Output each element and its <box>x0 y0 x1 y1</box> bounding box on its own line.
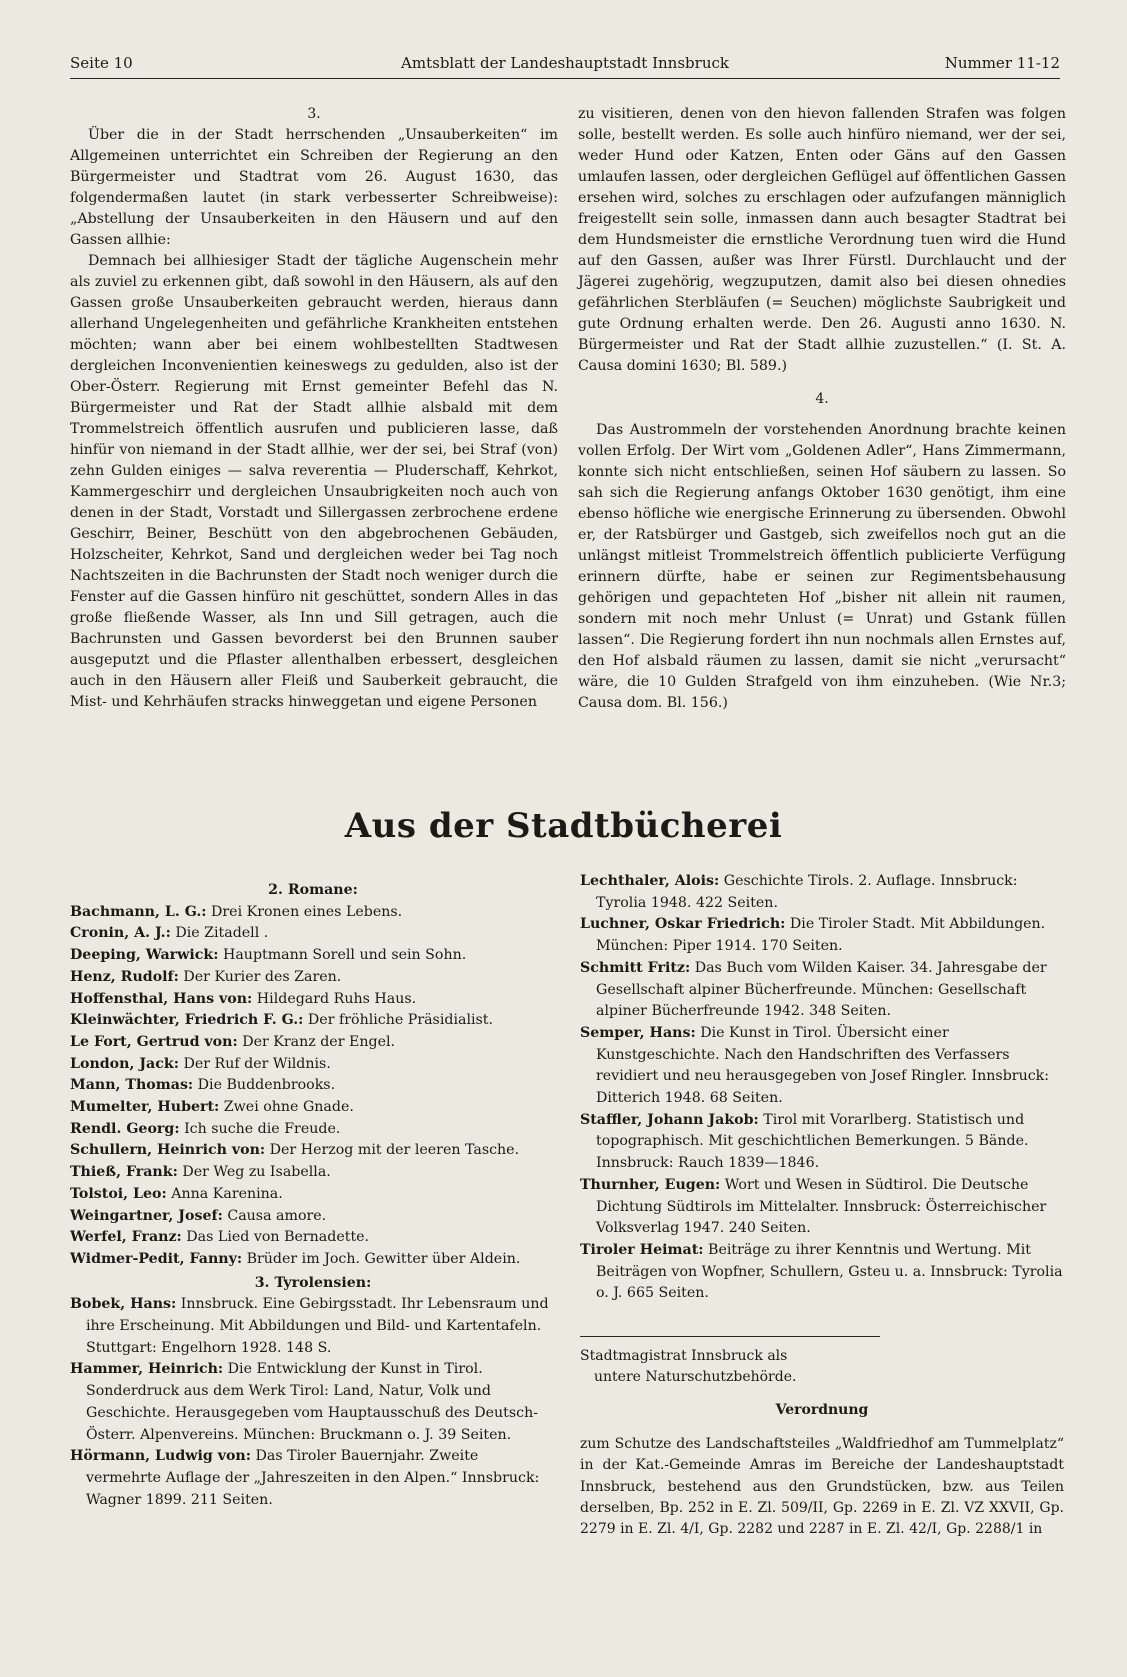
book-title: Die Zitadell . <box>170 925 269 942</box>
book-author: Bobek, Hans: <box>70 1296 177 1313</box>
book-author: Cronin, A. J.: <box>70 925 171 942</box>
book-entry <box>580 958 1064 1023</box>
book-author: Bachmann, L. G.: <box>70 903 207 920</box>
book-author: Thurnher, Eugen: <box>580 1176 721 1193</box>
book-entry <box>580 1175 1064 1240</box>
book-title: Hauptmann Sorell und sein Sohn. <box>218 947 467 964</box>
book-title: Die Buddenbrooks. <box>193 1077 336 1094</box>
section-3-intro: Über die in der Stadt herrschenden „Unsauberkeiten“ im Allgemeinen unterrichtet ein Schreiben der Regierung an den Bürgermeister und Stadtrat vom 26. August 1630, das folgendermaßen lautet (in stark verbesserter Schreibweise): „Abstellung der Unsauberkeiten in den Häusern und auf den Gassen allhie: <box>70 127 558 248</box>
tyrol-heading: 3. Tyrolensien: <box>254 1274 372 1291</box>
book-entry <box>70 1162 556 1184</box>
book-entry <box>70 1184 556 1206</box>
section-4-text: Das Austrommeln der vorstehenden Anordnung brachte keinen vollen Erfolg. Der Wirt vom „Goldenen Adler“, Hans Zimmermann, konnte sich nicht entschließen, seinen Hof säubern zu lassen. So sah sich die Regierung anfangs Oktober 1630 genötigt, ihm eine ebenso höfliche wie energische Erinnerung zu übersenden. Obwohl er, der Ratsbürger und Gastgeb, sich zweifellos noch gut an die unlängst mitleist Trommelstreich öffentlich publicierte Verfügung erinnern dürfte, habe er seinen zur Regimentsbehausung gehörigen und gepachteten Hof „bisher nit allein nit raumen, sondern mit noch mehr Unlust (= Unrat) und Gstank füllen lassen“. Die Regierung fordert ihn nun nochmals allen Ernstes auf, den Hof alsbald räumen zu lassen, damit sie nicht „verursacht“ wäre, die 10 Gulden Strafgeld von ihm einzuheben. (Wie Nr.3; Causa dom. Bl. 156.) <box>578 422 1066 711</box>
book-title: Brüder im Joch. Gewitter über Aldein. <box>242 1250 521 1267</box>
book-entry <box>580 1240 1064 1305</box>
book-title: Das Buch vom Wilden Kaiser. 34. Jahresgabe der Gesellschaft alpiner Bücherfreunde. München: Gesellschaft alpiner Bücherfreunde 1942. 348 Seiten. <box>596 959 1047 1020</box>
issuing-authority <box>580 1346 1064 1388</box>
book-author: Werfel, Franz: <box>70 1229 182 1246</box>
book-entry <box>70 1446 556 1511</box>
book-title: Causa amore. <box>222 1207 327 1224</box>
book-entry <box>70 1140 556 1162</box>
library-title: Aus der Stadtbücherei <box>344 806 783 846</box>
book-title: Anna Karenina. <box>166 1185 283 1202</box>
tyrolensien-list-part-1 <box>70 1294 556 1511</box>
book-entry <box>580 1023 1064 1110</box>
book-author: Schullern, Heinrich von: <box>70 1142 266 1159</box>
novels-list <box>70 902 556 1271</box>
novels-heading: 2. Romane: <box>268 882 358 898</box>
book-entry <box>70 923 556 945</box>
section-4-number: 4. <box>815 391 829 407</box>
book-author: Schmitt Fritz: <box>580 959 691 976</box>
book-author: Tolstoi, Leo: <box>70 1185 167 1202</box>
book-entry <box>70 1227 556 1249</box>
book-entry <box>70 1249 556 1271</box>
section-divider <box>580 1336 880 1337</box>
book-author: Thieß, Frank: <box>70 1164 178 1181</box>
page-header <box>70 52 1060 79</box>
decree-text: zum Schutze des Landschaftsteiles „Waldfriedhof am Tummelplatz“ in der Kat.-Gemeinde Amras im Bereiche der Landeshauptstadt Innsbruck, bestehend aus den Grundstücken, bzw. aus Teilen derselben, Bp. 252 in E. Zl. 509/II, Gp. 2269 in E. Zl. VZ XXVII, Gp. 2279 in E. Zl. 4/I, Gp. 2282 und 2287 in E. Zl. 42/I, Gp. 2288/1 in <box>580 1436 1064 1538</box>
publication-title: Amtsblatt der Landeshauptstadt Innsbruck <box>401 54 729 72</box>
book-author: Hoffensthal, Hans von: <box>70 990 253 1007</box>
book-author: Luchner, Oskar Friedrich: <box>580 916 786 933</box>
book-title: Geschichte Tirols. 2. Auflage. Innsbruck: Tyrolia 1948. 422 Seiten. <box>596 873 1018 911</box>
book-title: Der Herzog mit der leeren Tasche. <box>265 1142 520 1159</box>
book-entry <box>580 871 1064 914</box>
book-title: Wort und Wesen in Südtirol. Die Deutsche Dichtung Südtirols im Mittelalter. Innsbruck: Österreichischer Volksverlag 1947. 240 Seiten. <box>596 1176 1047 1237</box>
left-column <box>70 104 558 713</box>
library-right-column <box>580 871 1064 1305</box>
book-author: Henz, Rudolf: <box>70 968 179 985</box>
book-title: Der Weg zu Isabella. <box>177 1164 331 1181</box>
book-author: Lechthaler, Alois: <box>580 873 720 889</box>
book-entry <box>70 902 556 924</box>
book-title: Ich suche die Freude. <box>179 1120 341 1137</box>
book-author: Deeping, Warwick: <box>70 947 219 964</box>
section-4-source: (Wie Nr.3; Causa dom. Bl. 156.) <box>578 674 1066 711</box>
book-entry <box>70 1097 556 1119</box>
book-author: Mumelter, Hubert: <box>70 1099 220 1116</box>
section-3-number: 3. <box>307 106 321 122</box>
book-title: Das Tiroler Bauernjahr. Zweite vermehrte Auflage der „Jahreszeiten in den Alpen.“ Innsbruck: Wagner 1899. 211 Seiten. <box>86 1448 540 1508</box>
library-left-column <box>70 880 556 1511</box>
book-title: Zwei ohne Gnade. <box>219 1099 354 1116</box>
book-title: Die Kunst in Tirol. Übersicht einer Kunstgeschichte. Nach den Handschriften des Verfassers revidiert und neu herausgegeben von Josef Ringler. Innsbruck: Ditterich 1948. 68 Seiten. <box>596 1024 1050 1107</box>
tyrolensien-list-part-2 <box>580 871 1064 1305</box>
book-author: Semper, Hans: <box>580 1024 696 1041</box>
issue-number: Nummer 11-12 <box>944 54 1060 72</box>
book-title: Drei Kronen eines Lebens. <box>206 903 403 920</box>
book-entry <box>70 1032 556 1054</box>
authority-line-1: Stadtmagistrat Innsbruck als <box>580 1348 788 1364</box>
book-author: London, Jack: <box>70 1055 179 1072</box>
book-entry <box>70 967 556 989</box>
decree-title: Verordnung <box>775 1402 869 1418</box>
book-entry <box>580 1110 1064 1175</box>
right-column <box>578 104 1066 714</box>
book-entry <box>70 1119 556 1141</box>
book-author: Rendl. Georg: <box>70 1120 180 1137</box>
book-title: Hildegard Ruhs Haus. <box>252 990 417 1007</box>
book-entry <box>70 1206 556 1228</box>
book-author: Hörmann, Ludwig von: <box>70 1448 251 1465</box>
book-author: Tiroler Heimat: <box>580 1241 704 1258</box>
book-author: Le Fort, Gertrud von: <box>70 1033 238 1050</box>
book-entry <box>70 1294 556 1359</box>
book-title: Der fröhliche Präsidialist. <box>303 1012 494 1029</box>
book-title: Beiträge zu ihrer Kenntnis und Wertung. Mit Beiträgen von Wopfner, Schullern, Gsteu u. a. Innsbruck: Tyrolia o. J. 665 Seiten. <box>596 1241 1063 1302</box>
book-entry <box>70 1359 556 1446</box>
authority-line-2: untere Naturschutzbehörde. <box>594 1369 797 1385</box>
book-title: Tirol mit Vorarlberg. Statistisch und topographisch. Mit geschichtlichen Bemerkungen. 5 Bände. Innsbruck: Rauch 1839—1846. <box>596 1111 1029 1172</box>
book-author: Hammer, Heinrich: <box>70 1361 224 1378</box>
book-title: Der Ruf der Wildnis. <box>178 1055 331 1072</box>
section-3-decree-text: Demnach bei allhiesiger Stadt der tägliche Augenschein mehr als zuviel zu erkennen gibt, daß sowohl in den Häusern, als auf den Gassen große Unsauberkeiten gebraucht werden, hieraus dann allerhand Ungelegenheiten und gefährliche Krankheiten entstehen möchten; wann aber bei einem wohlbestellten Stadtwesen dergleichen Inconvenientien keineswegs zu gedulden, also ist der Ober-Österr. Regierung mit Ernst gemeinter Befehl das N. Bürgermeister und Rat der Stadt allhie alsbald mit dem Trommelstreich öffentlich ausrufen und publicieren lasse, daß hinfür von niemand in der Stadt allhie, wer der sei, bei Straf (von) zehn Gulden einiges — salva reverentia — Pluderschaff, Kehrkot, Kammergeschirr und dergleichen Unsaubrigkeiten noch auch von denen in der Stadt, Vorstadt und Sillergassen zerbrochene erdene Geschirr, Beiner, Beschütt von den abgebrochenen Gebäuden, Holzscheiter, Kehrkot, Sand und dergleichen weder bei Tag noch Nachtszeiten in die Bachrunsten der Stadt noch weniger durch die Fenster auf die Gassen hinfüro nit geschüttet, sondern Alles in das große fließende Wasser, als Inn und Sill getragen, auch die Bachrunsten und Gassen bevorderst bei den Brunnen sauber ausgeputzt und die Pflaster allenthalben erbessert, desgleichen auch in den Häusern aller Fleiß und Sauberkeit gebraucht, die Mist- und Kehrhäufen stracks hinweggetan und eigene Personen <box>70 253 558 710</box>
book-title: Der Kranz der Engel. <box>237 1033 396 1050</box>
book-title: Die Tiroler Stadt. Mit Abbildungen. München: Piper 1914. 170 Seiten. <box>596 916 1046 955</box>
book-author: Staffler, Johann Jakob: <box>580 1111 759 1128</box>
book-entry <box>70 1054 556 1076</box>
book-title: Das Lied von Bernadette. <box>181 1229 370 1246</box>
book-entry <box>70 1010 556 1032</box>
book-title: Die Entwicklung der Kunst in Tirol. Sonderdruck aus dem Werk Tirol: Land, Natur, Volk und Geschichte. Herausgegeben vom Hauptausschuß des Deutsch-Österr. Alpenvereins. München: Bruckmann o. J. 39 Seiten. <box>86 1361 539 1443</box>
book-author: Kleinwächter, Friedrich F. G.: <box>70 1012 304 1029</box>
section-3-continuation: zu visitieren, denen von den hievon fallenden Strafen was folgen solle, bestellt werden. Es solle auch hinfüro niemand, wer der sei, weder Hund oder Katzen, Enten oder Gäns auf den Gassen umlaufen lassen, oder dergleichen Geflügel auf öffentlichen Gassen ersehen wird, solches zu erschlagen oder aufzufangen männiglich freigestellt sein solle, inmassen dann auch besagter Stadtrat bei dem Hundsmeister die ernstliche Verordnung tuen wird die Hund auf den Gassen, außer was Ihrer Fürstl. Durchlaucht und der Jägerei zugehörig, wegzuputzen, damit also bei diesen ohnedies gefährlichen Sterbläufen (= Seuchen) möglichste Saubrigkeit und gute Ordnung erhalten werde. Den 26. Augusti anno 1630. N. Bürgermeister und Rat der Stadt allhie zuzustellen.“ (I. St. A. Causa domini 1630; Bl. 589.) <box>578 106 1066 374</box>
book-entry <box>70 1075 556 1097</box>
book-entry <box>580 914 1064 957</box>
page-number: Seite 10 <box>70 54 133 72</box>
book-author: Widmer-Pedit, Fanny: <box>70 1250 243 1267</box>
book-author: Mann, Thomas: <box>70 1077 194 1094</box>
book-title: Innsbruck. Eine Gebirgsstadt. Ihr Lebensraum und ihre Erscheinung. Mit Abbildungen und Bild- und Kartentafeln. Stuttgart: Engelhorn 1928. 148 S. <box>86 1296 549 1356</box>
section-3-source: (I. St. A. Causa domini 1630; Bl. 589.) <box>578 337 1066 374</box>
book-author: Weingartner, Josef: <box>70 1207 223 1224</box>
book-title: Der Kurier des Zaren. <box>178 968 342 985</box>
book-entry <box>70 945 556 967</box>
book-entry <box>70 989 556 1011</box>
